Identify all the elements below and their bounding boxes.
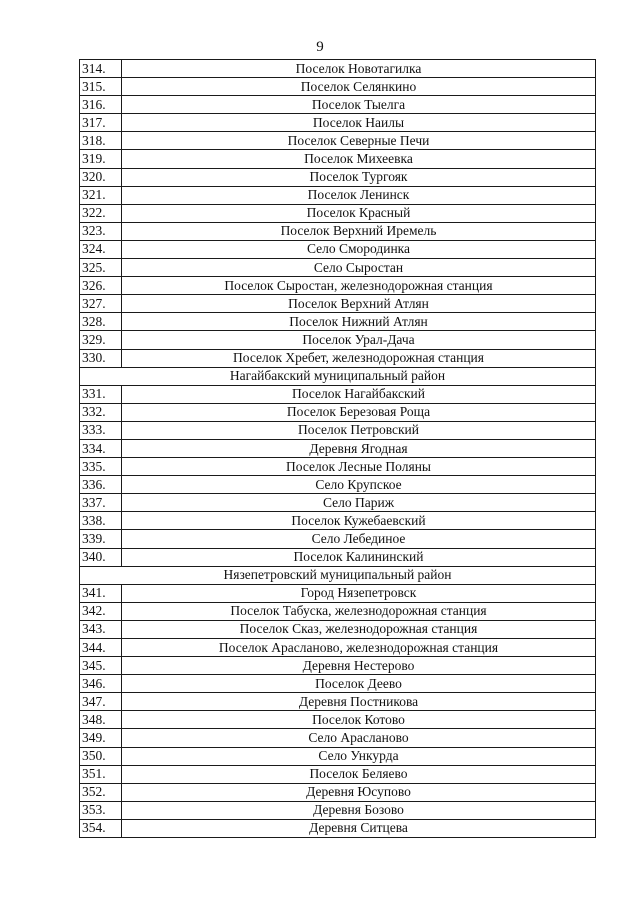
row-number: 345. — [80, 657, 122, 675]
table-row — [80, 331, 596, 349]
table-row — [80, 168, 596, 186]
settlements-table-body — [80, 60, 596, 838]
table-row — [80, 259, 596, 277]
table-row — [80, 132, 596, 150]
settlement-name: Село Смородинка — [122, 240, 596, 258]
row-number: 331. — [80, 385, 122, 403]
settlement-name: Деревня Постникова — [122, 693, 596, 711]
row-number: 349. — [80, 729, 122, 747]
row-number: 336. — [80, 476, 122, 494]
table-row — [80, 584, 596, 602]
row-number: 343. — [80, 620, 122, 638]
row-number: 351. — [80, 765, 122, 783]
settlement-name: Поселок Хребет, железнодорожная станция — [122, 349, 596, 367]
settlement-name: Село Ункурда — [122, 747, 596, 765]
settlement-name: Поселок Лесные Поляны — [122, 458, 596, 476]
settlement-name: Поселок Сказ, железнодорожная станция — [122, 620, 596, 638]
table-row — [80, 403, 596, 421]
settlement-name: Поселок Селянкино — [122, 78, 596, 96]
table-row — [80, 530, 596, 548]
table-row — [80, 240, 596, 258]
table-row — [80, 277, 596, 295]
row-number: 344. — [80, 639, 122, 657]
settlement-name: Село Париж — [122, 494, 596, 512]
table-row — [80, 96, 596, 114]
settlement-name: Поселок Петровский — [122, 421, 596, 439]
row-number: 353. — [80, 801, 122, 819]
row-number: 326. — [80, 277, 122, 295]
row-number: 317. — [80, 114, 122, 132]
settlement-name: Поселок Урал-Дача — [122, 331, 596, 349]
settlement-name: Деревня Юсупово — [122, 783, 596, 801]
row-number: 314. — [80, 60, 122, 78]
settlement-name: Поселок Табуска, железнодорожная станция — [122, 602, 596, 620]
row-number: 328. — [80, 313, 122, 331]
district-header-row — [80, 566, 596, 584]
settlement-name: Поселок Верхний Атлян — [122, 295, 596, 313]
row-number: 335. — [80, 458, 122, 476]
settlement-name: Поселок Беляево — [122, 765, 596, 783]
table-row — [80, 639, 596, 657]
table-row — [80, 78, 596, 96]
settlements-table — [79, 59, 596, 838]
row-number: 320. — [80, 168, 122, 186]
district-name: Нагайбакский муниципальный район — [80, 367, 596, 385]
table-row — [80, 295, 596, 313]
table-row — [80, 150, 596, 168]
page-number: 9 — [316, 39, 324, 55]
settlement-name: Поселок Нижний Атлян — [122, 313, 596, 331]
table-row — [80, 186, 596, 204]
row-number: 329. — [80, 331, 122, 349]
table-row — [80, 222, 596, 240]
table-row — [80, 711, 596, 729]
table-row — [80, 747, 596, 765]
row-number: 321. — [80, 186, 122, 204]
row-number: 334. — [80, 439, 122, 457]
settlement-name: Поселок Тургояк — [122, 168, 596, 186]
table-row — [80, 385, 596, 403]
row-number: 327. — [80, 295, 122, 313]
settlement-name: Поселок Тыелга — [122, 96, 596, 114]
settlement-name: Село Лебединое — [122, 530, 596, 548]
row-number: 341. — [80, 584, 122, 602]
settlement-name: Поселок Северные Печи — [122, 132, 596, 150]
row-number: 315. — [80, 78, 122, 96]
row-number: 323. — [80, 222, 122, 240]
settlement-name: Деревня Ситцева — [122, 819, 596, 837]
table-row — [80, 602, 596, 620]
row-number: 319. — [80, 150, 122, 168]
settlement-name: Поселок Кужебаевский — [122, 512, 596, 530]
settlement-name: Поселок Котово — [122, 711, 596, 729]
row-number: 347. — [80, 693, 122, 711]
settlement-name: Поселок Деево — [122, 675, 596, 693]
settlement-name: Поселок Березовая Роща — [122, 403, 596, 421]
table-row — [80, 783, 596, 801]
settlement-name: Поселок Ленинск — [122, 186, 596, 204]
settlement-name: Поселок Верхний Иремель — [122, 222, 596, 240]
row-number: 324. — [80, 240, 122, 258]
row-number: 325. — [80, 259, 122, 277]
table-row — [80, 349, 596, 367]
table-row — [80, 494, 596, 512]
table-row — [80, 765, 596, 783]
table-row — [80, 458, 596, 476]
row-number: 348. — [80, 711, 122, 729]
settlement-name: Город Нязепетровск — [122, 584, 596, 602]
table-row — [80, 421, 596, 439]
table-row — [80, 620, 596, 638]
settlement-name: Поселок Красный — [122, 204, 596, 222]
settlement-name: Деревня Ягодная — [122, 439, 596, 457]
table-row — [80, 60, 596, 78]
table-row — [80, 801, 596, 819]
settlement-name: Поселок Калининский — [122, 548, 596, 566]
row-number: 330. — [80, 349, 122, 367]
row-number: 350. — [80, 747, 122, 765]
table-row — [80, 204, 596, 222]
settlement-name: Поселок Михеевка — [122, 150, 596, 168]
settlement-name: Поселок Сыростан, железнодорожная станция — [122, 277, 596, 295]
district-name: Нязепетровский муниципальный район — [80, 566, 596, 584]
table-row — [80, 693, 596, 711]
table-row — [80, 819, 596, 837]
settlement-name: Село Арасланово — [122, 729, 596, 747]
settlement-name: Деревня Бозово — [122, 801, 596, 819]
table-row — [80, 675, 596, 693]
row-number: 332. — [80, 403, 122, 421]
settlement-name: Поселок Новотагилка — [122, 60, 596, 78]
table-row — [80, 476, 596, 494]
table-row — [80, 439, 596, 457]
settlement-name: Поселок Нагайбакский — [122, 385, 596, 403]
row-number: 333. — [80, 421, 122, 439]
row-number: 318. — [80, 132, 122, 150]
settlement-name: Поселок Арасланово, железнодорожная станция — [122, 639, 596, 657]
settlement-name: Поселок Наилы — [122, 114, 596, 132]
table-row — [80, 729, 596, 747]
row-number: 316. — [80, 96, 122, 114]
row-number: 346. — [80, 675, 122, 693]
table-row — [80, 657, 596, 675]
row-number: 342. — [80, 602, 122, 620]
settlement-name: Село Сыростан — [122, 259, 596, 277]
table-row — [80, 512, 596, 530]
table-row — [80, 548, 596, 566]
row-number: 322. — [80, 204, 122, 222]
row-number: 339. — [80, 530, 122, 548]
row-number: 340. — [80, 548, 122, 566]
row-number: 354. — [80, 819, 122, 837]
row-number: 352. — [80, 783, 122, 801]
district-header-row — [80, 367, 596, 385]
table-row — [80, 313, 596, 331]
row-number: 337. — [80, 494, 122, 512]
row-number: 338. — [80, 512, 122, 530]
settlement-name: Село Крупское — [122, 476, 596, 494]
table-row — [80, 114, 596, 132]
settlement-name: Деревня Нестерово — [122, 657, 596, 675]
